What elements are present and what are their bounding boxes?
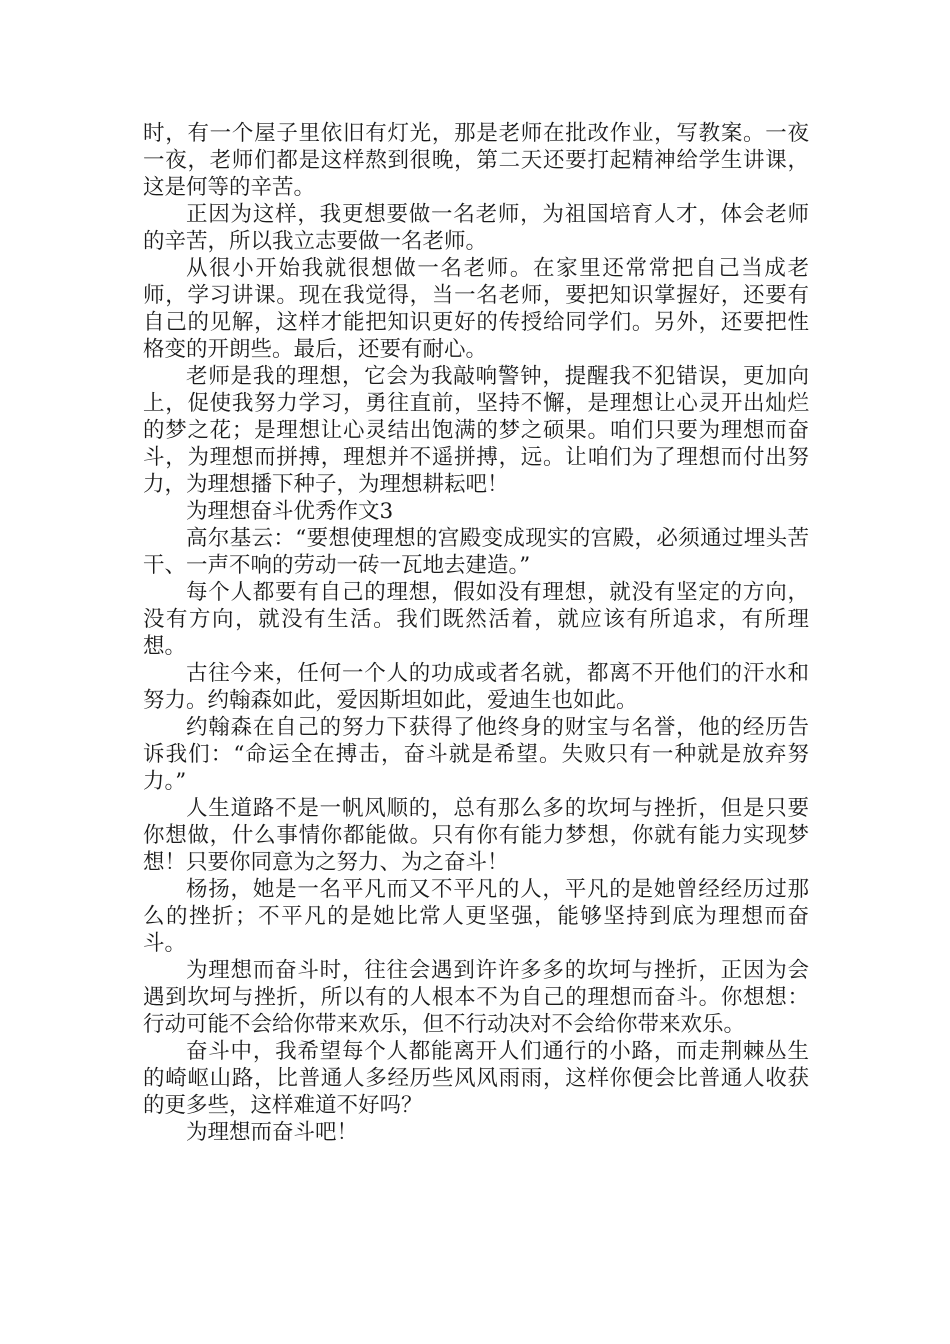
closing-line: 为理想而奋斗吧！: [186, 1120, 359, 1145]
paragraph-4: 老师是我的理想，它会为我敲响警钟，提醒我不犯错误，更加向上，促使我努力学习，勇往直前，坚持不懈，是理想让心灵开出灿烂的梦之花；是理想让心灵结出饱满的梦之硕果。咱们只要为理想而奋斗，为理想而拼搏，理想并不遥拼搏，远。让咱们为了理想而付出努力，为理想播下种子，为理想耕耘吧！: [143, 364, 809, 497]
paragraph-11: 杨扬，她是一名平凡而又不平凡的人，平凡的是她曾经经历过那么的挫折；不平凡的是她比常人更坚强，能够坚持到底为理想而奋斗。: [143, 877, 809, 956]
paragraph-quote-gorky: 高尔基云：“要想使理想的宫殿变成现实的宫殿，必须通过埋头苦干、一声不响的劳动一砖一瓦地去建造。”: [143, 526, 809, 578]
paragraph-9: 约翰森在自己的努力下获得了他终身的财宝与名誉，他的经历告诉我们：“命运全在搏击，奋斗就是希望。失败只有一种就是放弃努力。”: [143, 715, 809, 794]
section-heading: 为理想奋斗优秀作文3: [186, 499, 394, 524]
paragraph-1: 时，有一个屋子里依旧有灯光，那是老师在批改作业，写教案。一夜一夜，老师们都是这样熬到很晚，第二天还要打起精神给学生讲课，这是何等的辛苦。: [143, 121, 809, 200]
document-body: [143, 120, 809, 1146]
paragraph-13: 奋斗中，我希望每个人都能离开人们通行的小路，而走荆棘丛生的崎岖山路，比普通人多经历些风风雨雨，这样你便会比普通人收获的更多些，这样难道不好吗？: [143, 1039, 809, 1118]
paragraph-10: 人生道路不是一帆风顺的，总有那么多的坎坷与挫折，但是只要你想做，什么事情你都能做。只有你有能力梦想，你就有能力实现梦想！只要你同意为之努力、为之奋斗！: [143, 796, 809, 875]
paragraph-8: 古往今来，任何一个人的功成或者名就，都离不开他们的汗水和努力。约翰森如此，爱因斯坦如此，爱迪生也如此。: [143, 661, 809, 713]
paragraph-2: 正因为这样，我更想要做一名老师，为祖国培育人才，体会老师的辛苦，所以我立志要做一名老师。: [143, 202, 809, 254]
paragraph-3: 从很小开始我就很想做一名老师。在家里还常常把自己当成老师，学习讲课。现在我觉得，当一名老师，要把知识掌握好，还要有自己的见解，这样才能把知识更好的传授给同学们。另外，还要把性格变的开朗些。最后，还要有耐心。: [143, 256, 809, 362]
paragraph-12: 为理想而奋斗时，往往会遇到许许多多的坎坷与挫折，正因为会遇到坎坷与挫折，所以有的人根本不为自己的理想而奋斗。你想想：行动可能不会给你带来欢乐，但不行动决对不会给你带来欢乐。: [143, 958, 809, 1037]
paragraph-7: 每个人都要有自己的理想，假如没有理想，就没有坚定的方向，没有方向，就没有生活。我们既然活着，就应该有所追求，有所理想。: [143, 580, 809, 659]
